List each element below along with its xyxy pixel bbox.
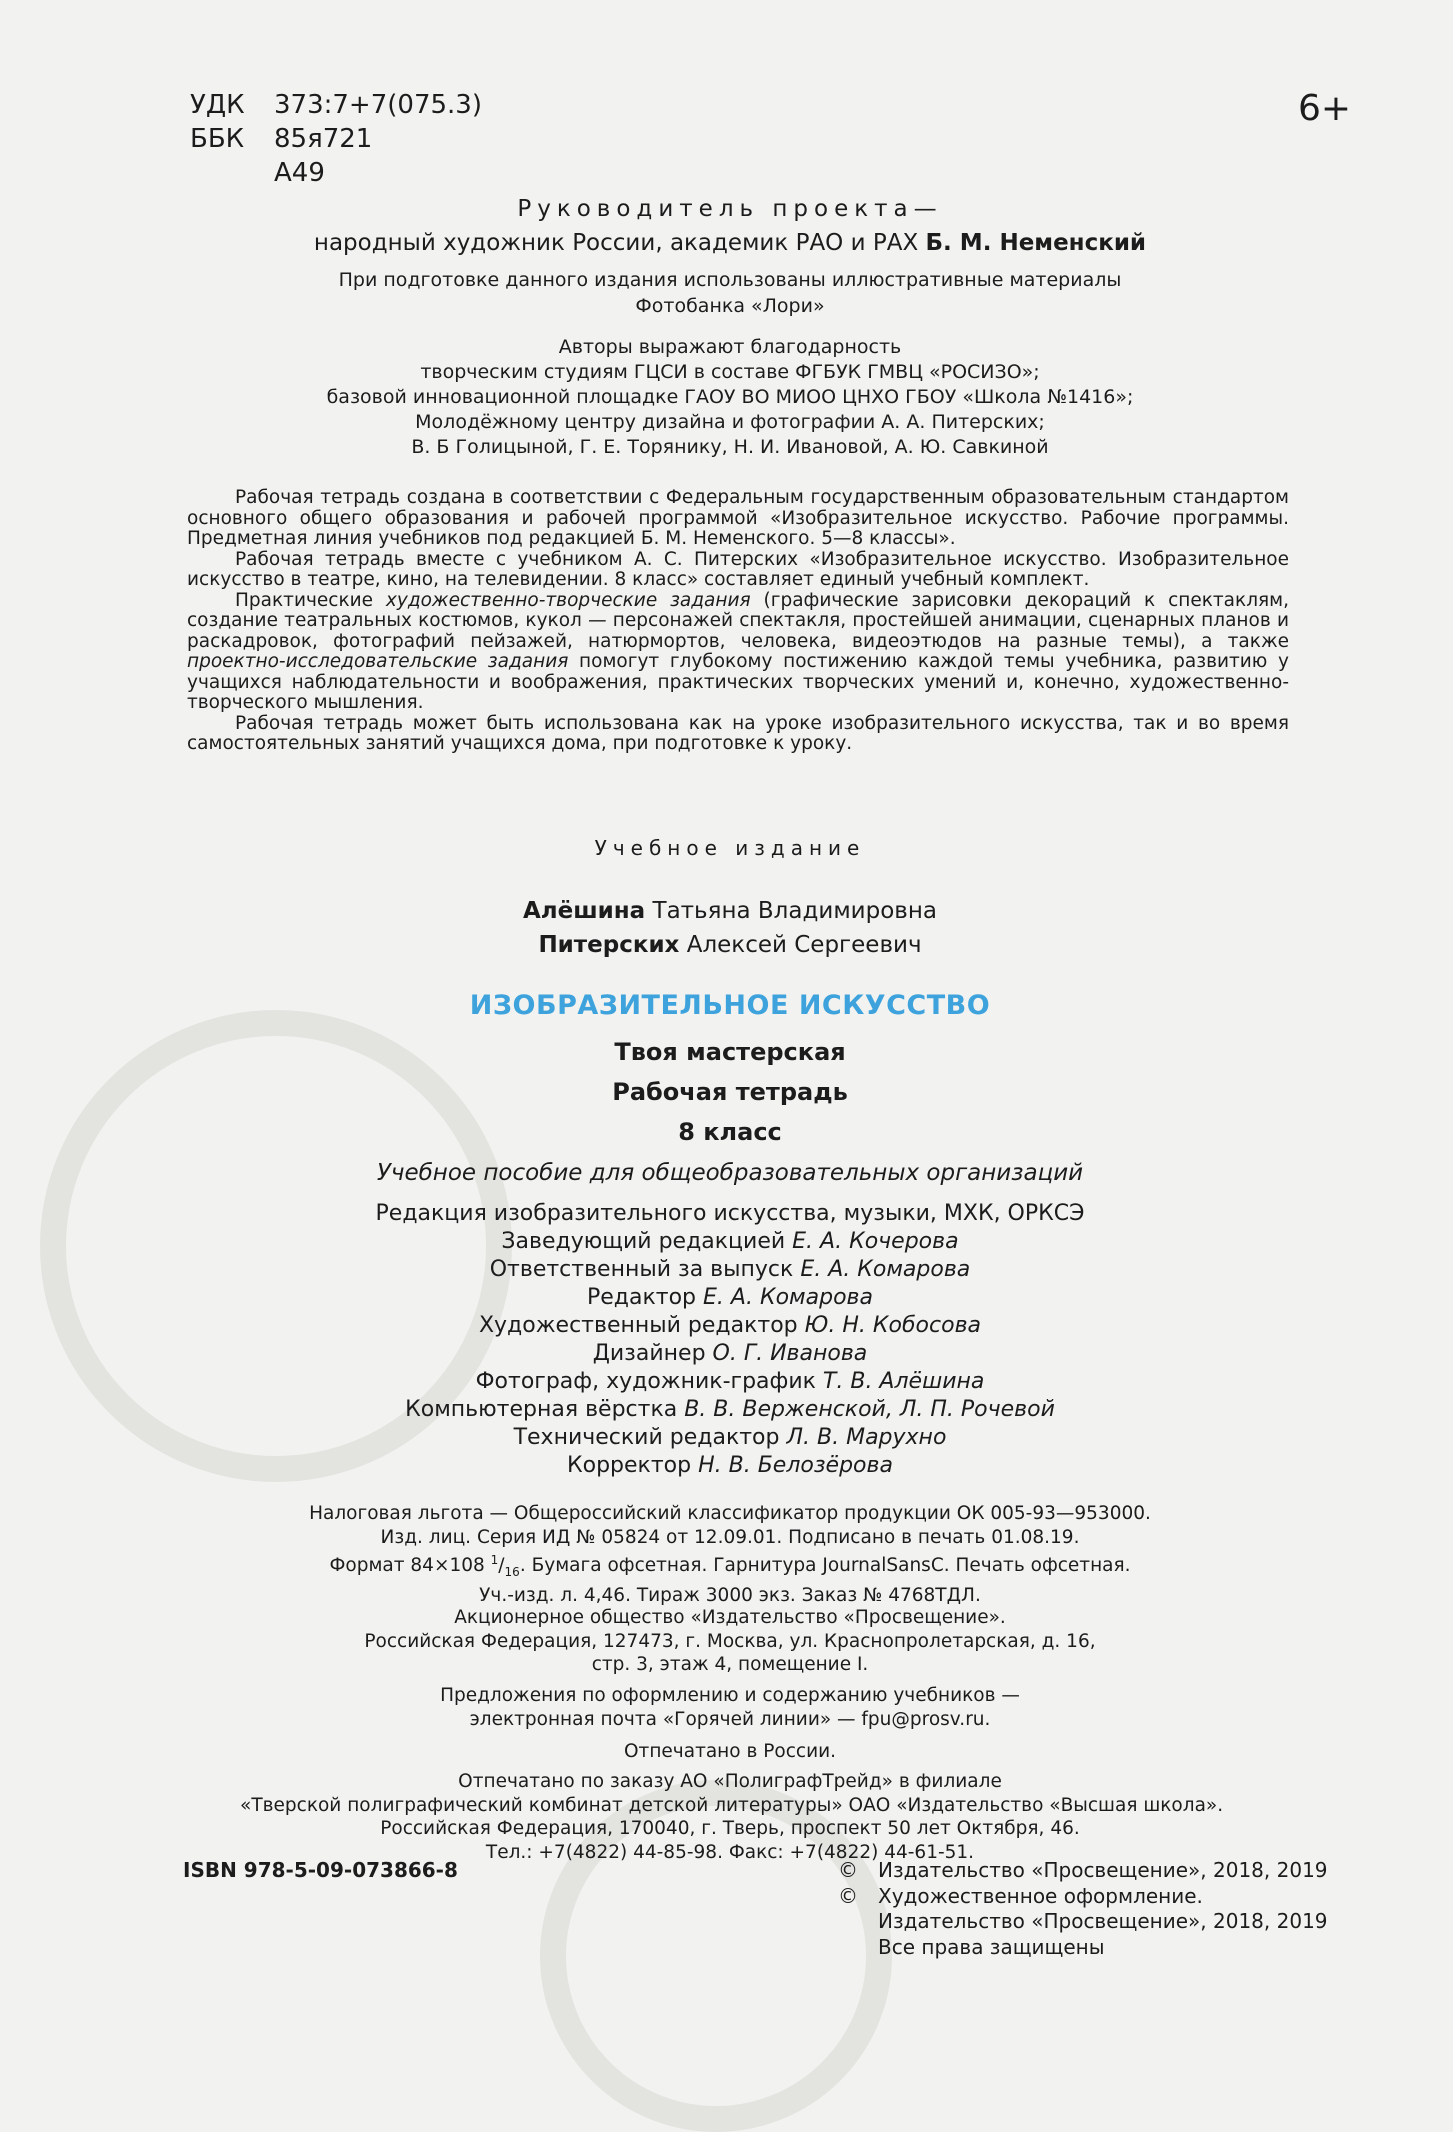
printed-in-line: Отпечатано в России. [623, 1741, 837, 1762]
author-2-name: Алексей Сергеевич [686, 932, 922, 958]
bbk-label: ББК [190, 124, 245, 154]
photobank-line-1: При подготовке данного издания использованы иллюстративные материалы [338, 269, 1122, 291]
author-sign-row [190, 156, 482, 190]
copyright-line [838, 1909, 1328, 1935]
printer-info [240, 1770, 1224, 1864]
p3-text-a: Практические [235, 589, 386, 611]
copyright-line [838, 1858, 1328, 1884]
copyright-block [838, 1858, 1328, 1960]
format-frac-den: 16 [504, 1564, 520, 1579]
copyright-line [838, 1935, 1328, 1961]
thanks-line: базовой инновационной площадке ГАОУ ВО МИОО ЦНХО ГБОУ «Школа №1416»; [326, 386, 1134, 408]
publisher-info [240, 1606, 1220, 1677]
copyright-text: Издательство «Просвещение», 2018, 2019 [878, 1858, 1328, 1882]
format-frac-num: 1 [490, 1553, 499, 1567]
udk-row [190, 88, 482, 122]
staff-person: В. В. Верженской, Л. П. Рочевой [684, 1397, 1055, 1422]
staff-line [300, 1200, 1160, 1228]
thanks-line: Молодёжному центру дизайна и фотографии А. А. Питерских; [415, 411, 1045, 433]
book-title: ИЗОБРАЗИТЕЛЬНОЕ ИСКУССТВО [469, 990, 991, 1021]
printer-line: Российская Федерация, 170040, г. Тверь, проспект 50 лет Октября, 46. [380, 1818, 1080, 1839]
photobank-line-2: Фотобанка «Лори» [635, 295, 825, 317]
project-lead-desc: народный художник России, академик РАО и РАХ [313, 230, 919, 256]
description-block [187, 488, 1289, 755]
staff-role: Заведующий редакцией [501, 1229, 786, 1254]
author-2-surname: Питерских [538, 932, 680, 958]
staff-line [300, 1228, 1160, 1256]
staff-role: Фотограф, художник-график [475, 1369, 816, 1394]
copyright-icon: © [838, 1883, 858, 1908]
printer-line: «Тверской полиграфический комбинат детской литературы» ОАО «Издательство «Высшая школа». [240, 1794, 1224, 1816]
p3-italic-1: художественно-творческие задания [385, 589, 751, 611]
staff-person: Н. В. Белозёрова [698, 1453, 893, 1478]
staff-role: Редактор [587, 1285, 697, 1310]
staff-role: Дизайнер [592, 1341, 706, 1366]
project-lead-line [220, 230, 1240, 256]
format-a: Формат 84×108 [329, 1555, 485, 1577]
staff-line [300, 1452, 1160, 1480]
staff-role: Ответственный за выпуск [489, 1257, 794, 1282]
author-sign: А49 [274, 158, 325, 188]
printed-in [240, 1740, 1220, 1764]
printer-line: Отпечатано по заказу АО «ПолиграфТрейд» в филиале [458, 1771, 1002, 1792]
age-rating: 6+ [1298, 88, 1352, 129]
staff-person: Л. В. Марухно [786, 1425, 947, 1450]
copyright-icon: © [838, 1858, 858, 1882]
printer-line: Тел.: +7(4822) 44-85-98. Факс: +7(4822) 44-61-51. [485, 1841, 975, 1863]
copyright-text: Художественное оформление. [878, 1883, 1203, 1908]
description-paragraph-1: Рабочая тетрадь создана в соответствии с Федеральным государственным образовательным стандартом основного общего образования и рабочей программой «Изобразительное искусство. Рабочие программы. Предметная линия учебников под редакцией Б. М. Неменского. 5—8 классы». [187, 487, 1289, 549]
book-grade: 8 класс [678, 1118, 782, 1146]
book-subtitle-1: Твоя мастерская [614, 1038, 846, 1066]
publisher-line: Российская Федерация, 127473, г. Москва, ул. Краснопролетарская, д. 16, [364, 1630, 1096, 1652]
author-1 [420, 898, 1040, 924]
contact-info [240, 1684, 1220, 1731]
print-run-line: Уч.-изд. л. 4,46. Тираж 3000 экз. Заказ № 4768ТДЛ. [479, 1585, 981, 1607]
thanks-line: Авторы выражают благодарность [558, 336, 902, 358]
description-paragraph-4: Рабочая тетрадь может быть использована как на уроке изобразительного искусства, так и во время самостоятельных занятий учащихся дома, при подготовке к уроку. [187, 712, 1289, 754]
copyright-line [838, 1884, 1328, 1910]
copyright-text: Издательство «Просвещение», 2018, 2019 [878, 1909, 1328, 1933]
isbn: ISBN 978-5-09-073866-8 [183, 1858, 458, 1882]
license-line: Изд. лиц. Серия ИД № 05824 от 12.09.01. Подписано в печать 01.08.19. [380, 1526, 1080, 1548]
thanks-line: В. Б Голицыной, Г. Е. Торянику, Н. И. Ивановой, А. Ю. Савкиной [411, 436, 1049, 458]
contact-line: Предложения по оформлению и содержанию учебников — [440, 1685, 1020, 1706]
classification-block [190, 88, 482, 190]
show-through-decoration [600, 122, 615, 178]
author-2 [420, 932, 1040, 958]
p3-italic-2: проектно-исследовательские задания [187, 651, 569, 672]
staff-line [300, 1396, 1160, 1424]
tech-info [240, 1502, 1220, 1608]
udk-value: 373:7+7(075.3) [274, 90, 482, 120]
tax-line: Налоговая льгота — Общероссийский классификатор продукции ОК 005-93—953000. [309, 1503, 1151, 1524]
staff-role: Компьютерная вёрстка [405, 1397, 678, 1422]
author-1-surname: Алёшина [523, 898, 646, 924]
staff-person: Е. А. Комарова [703, 1285, 873, 1310]
book-subtitle-2: Рабочая тетрадь [612, 1078, 848, 1106]
staff-person: О. Г. Иванова [712, 1341, 868, 1366]
publisher-line: Акционерное общество «Издательство «Просвещение». [454, 1607, 1006, 1628]
author-1-name: Татьяна Владимировна [652, 898, 937, 924]
description-paragraph-3 [187, 591, 1289, 714]
bbk-value: 85я721 [274, 124, 373, 154]
p3-text-b: (графические зарисовки декораций к спектаклям, создание театральных костюмов, кукол — персонажей спектакля, простейшей анимации, сценарных планов и раскадровок, фотографий пейзажей, натюрмортов, человека, видеоэтюдов на разные темы), а также [187, 589, 1289, 652]
project-lead-title: Руководитель проекта— [517, 196, 943, 222]
staff-person: Е. А. Комарова [800, 1257, 971, 1282]
udk-label: УДК [190, 90, 245, 120]
staff-person: Ю. Н. Кобосова [804, 1313, 982, 1338]
project-lead-name: Б. М. Неменский [925, 230, 1147, 256]
contact-line: электронная почта «Горячей линии» — fpu@prosv.ru. [469, 1708, 991, 1730]
p3-text-c: помогут глубокому постижению каждой темы учебника, развитию у учащихся наблюдательности и воображения, практических творческих умений и, конечно, художественно-творческого мышления. [187, 651, 1289, 713]
staff-line [300, 1312, 1160, 1340]
description-paragraph-2: Рабочая тетрадь вместе с учебником А. С. Питерских «Изобразительное искусство. Изобразительное искусство в театре, кино, на телевидении. 8 класс» составляет единый учебный комплект. [187, 548, 1289, 590]
staff-person: Т. В. Алёшина [822, 1369, 985, 1394]
staff-line [300, 1284, 1160, 1312]
edition-label: Учебное издание [594, 836, 866, 860]
staff-line [300, 1340, 1160, 1368]
copyright-text: Все права защищены [878, 1934, 1105, 1959]
staff-role: Корректор [567, 1453, 692, 1478]
staff-credits [300, 1200, 1160, 1480]
staff-role: Редакция изобразительного искусства, музыки, МХК, ОРКСЭ [375, 1201, 1085, 1226]
book-purpose: Учебное пособие для общеобразовательных организаций [376, 1160, 1084, 1186]
staff-role: Художественный редактор [478, 1313, 798, 1338]
staff-line [300, 1256, 1160, 1284]
staff-person: Е. А. Кочерова [792, 1229, 959, 1254]
format-b: . Бумага офсетная. Гарнитура JournalSansC. Печать офсетная. [519, 1555, 1131, 1577]
bbk-row [190, 122, 482, 156]
staff-line [300, 1424, 1160, 1452]
thanks-line: творческим студиям ГЦСИ в составе ФГБУК ГМВЦ «РОСИЗО»; [420, 361, 1040, 383]
publisher-line: стр. 3, этаж 4, помещение I. [591, 1654, 869, 1675]
staff-role: Технический редактор [513, 1425, 780, 1450]
format-line: Формат 84×108 $^1/_{16}$. Бумага офсетная. Гарнитура JournalSansC. Печать офсетная. [329, 1553, 1131, 1579]
staff-line [300, 1368, 1160, 1396]
